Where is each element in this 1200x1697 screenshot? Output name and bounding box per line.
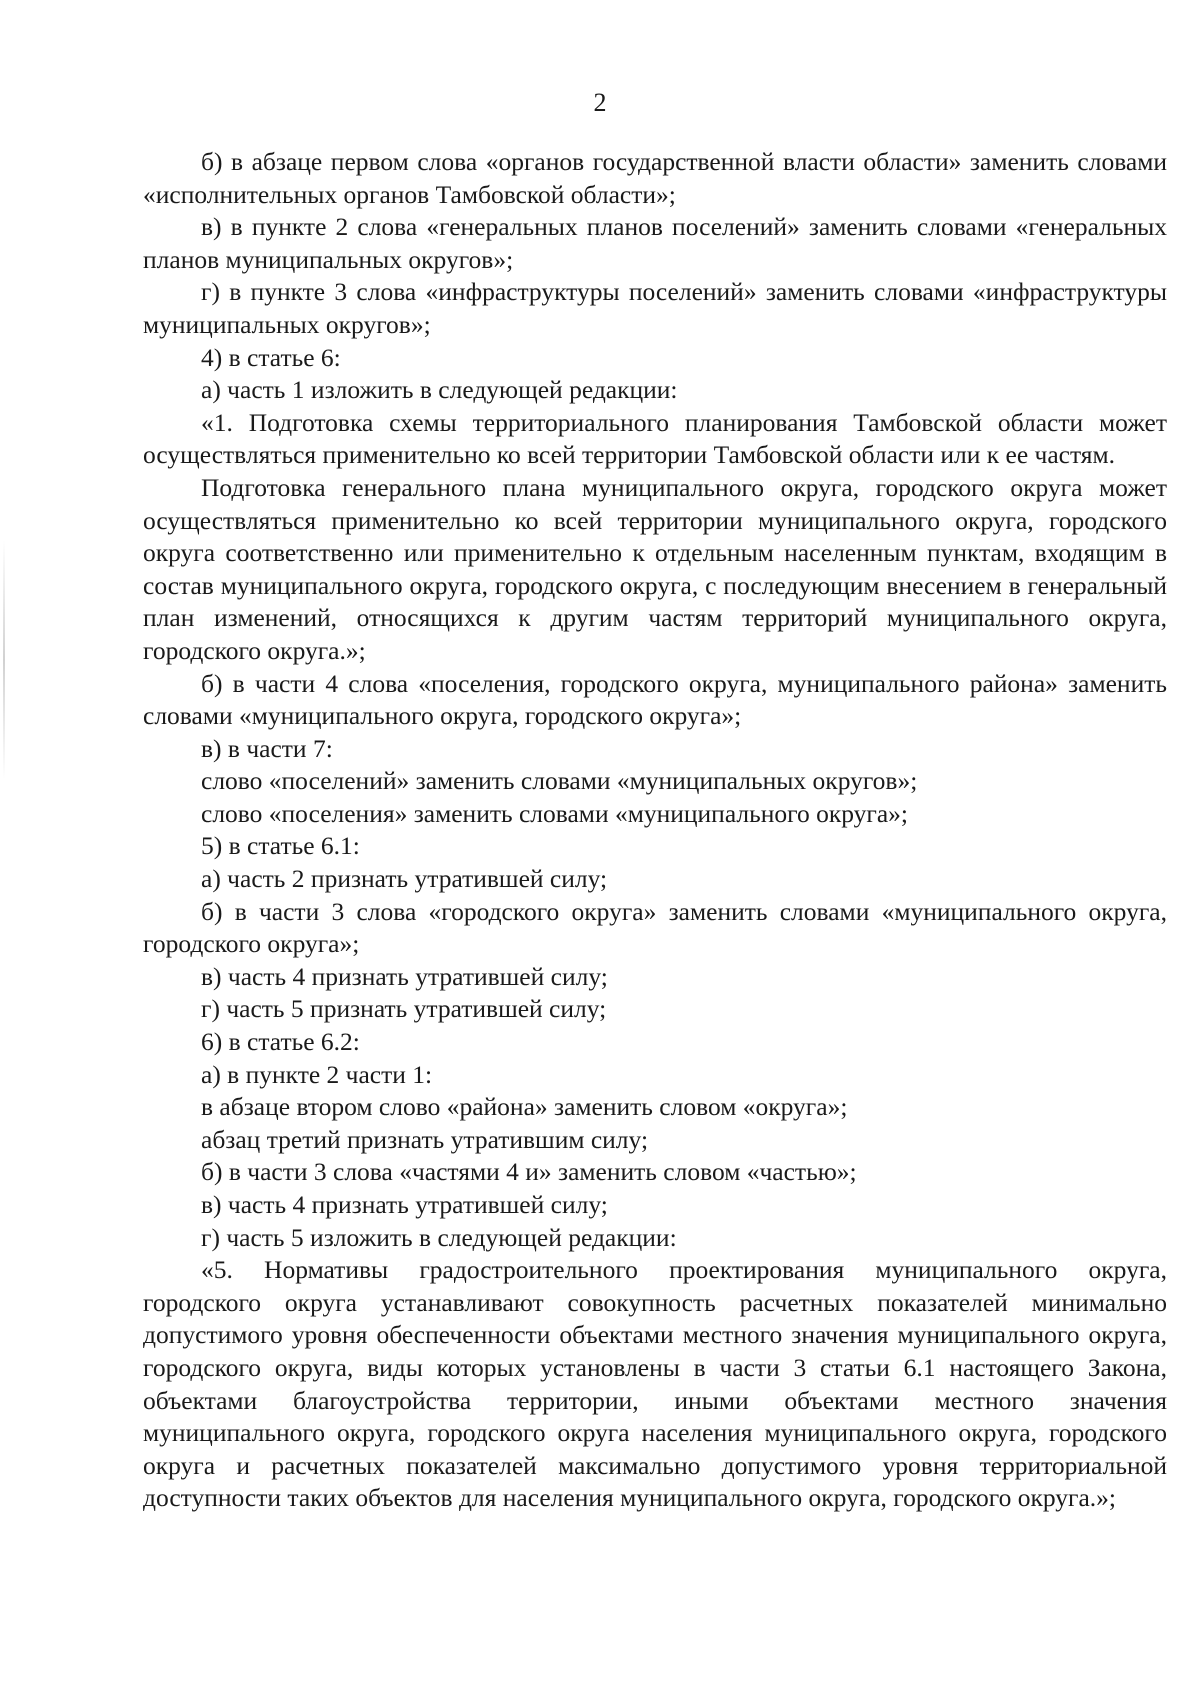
paragraph: г) в пункте 3 слова «инфраструктуры поселений» заменить словами «инфраструктуры муниципальных округов»; [143,277,1167,339]
paragraph: «5. Нормативы градостроительного проектирования муниципального округа, городского округа устанавливают совокупность расчетных показателей минимально допустимого уровня обеспеченности объектами местного значения муниципального округа, городского округа, виды которых установлены в части 3 статьи 6.1 настоящего Закона, объектами благоустройства территории, иными объектами местного значения муниципального округа, городского округа населения муниципального округа, городского округа и расчетных показателей максимально допустимого уровня территориальной доступности таких объектов для населения муниципального округа, городского округа.»; [143,1255,1167,1513]
paragraph: а) в пункте 2 части 1: [201,1059,433,1089]
paragraph: б) в части 3 слова «частями 4 и» заменить словом «частью»; [201,1157,857,1187]
paragraph: 5) в статье 6.1: [201,831,360,861]
paragraph: 4) в статье 6: [201,342,341,372]
paragraph: б) в абзаце первом слова «органов государственной власти области» заменить словами «исполнительных органов Тамбовской области»; [143,147,1167,209]
paragraph: б) в части 3 слова «городского округа» заменить словами «муниципального округа, городского округа»; [143,896,1167,959]
paragraph: б) в части 4 слова «поселения, городского округа, муниципального района» заменить словами «муниципального округа, городского округа»; [143,668,1167,731]
paragraph: в) часть 4 признать утратившей силу; [201,961,608,991]
paragraph: г) часть 5 изложить в следующей редакции: [201,1222,677,1252]
paragraph: в абзаце втором слово «района» заменить словом «округа»; [201,1092,848,1122]
paragraph: г) часть 5 признать утратившей силу; [201,994,607,1024]
paragraph: слово «поселения» заменить словами «муниципального округа»; [201,798,908,828]
paragraph: «1. Подготовка схемы территориального планирования Тамбовской области может осуществляться применительно ко всей территории Тамбовской области или к ее частям. [143,407,1167,470]
paragraph: в) часть 4 признать утратившей силу; [201,1190,608,1219]
paragraph: в) в части 7: [201,733,333,763]
paragraph: а) часть 1 изложить в следующей редакции: [201,375,678,405]
paragraph: в) в пункте 2 слова «генеральных планов поселений» заменить словами «генеральных планов муниципальных округов»; [143,212,1167,274]
paragraph: абзац третий признать утратившим силу; [201,1124,649,1154]
paragraph: а) часть 2 признать утратившей силу; [201,864,608,894]
paragraph: слово «поселений» заменить словами «муниципальных округов»; [201,766,918,796]
scan-edge-shadow [3,540,5,780]
paragraph: Подготовка генерального плана муниципального округа, городского округа может осуществляться применительно ко всей территории муниципального округа, городского округа соответственно или применительно к отдельным населенным пунктам, входящим в состав муниципального округа, городского округа, с последующим внесением в генеральный план изменений, относящихся к другим частям территорий муниципального округа, городского округа.»; [143,472,1167,665]
page-number: 2 [593,88,607,117]
paragraph: 6) в статье 6.2: [201,1027,360,1057]
document-body [143,146,1167,1515]
